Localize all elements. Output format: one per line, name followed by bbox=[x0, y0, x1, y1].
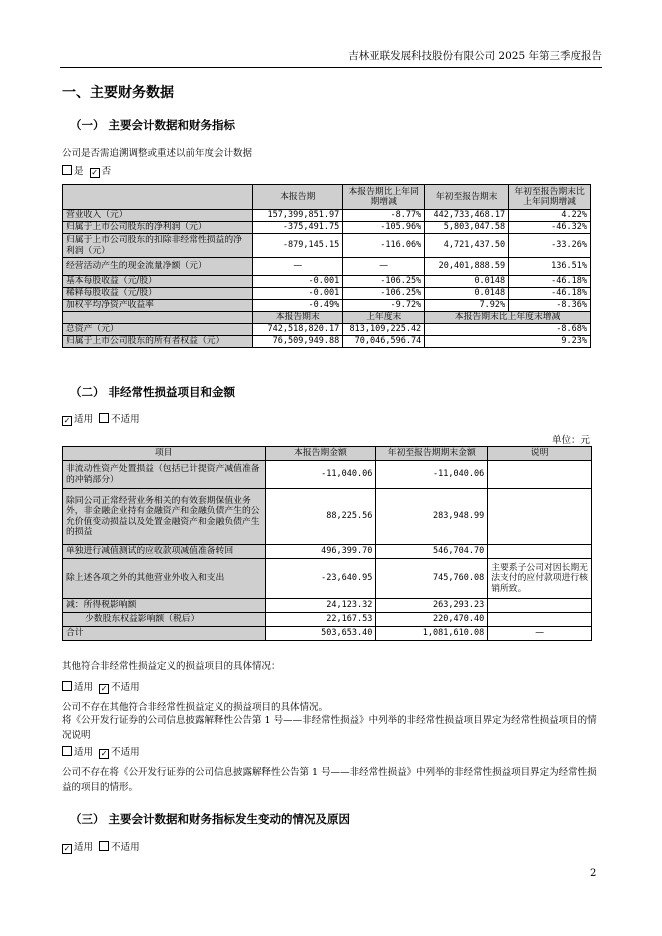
table-cell: -8.68% bbox=[425, 324, 591, 336]
table-cell: — bbox=[488, 627, 592, 641]
checkbox-checked-icon[interactable]: ✓ bbox=[100, 684, 108, 693]
table-cell: -8.36% bbox=[509, 300, 591, 312]
table-row bbox=[63, 222, 591, 234]
table-cell: 20,401,888.59 bbox=[425, 258, 509, 276]
table-header-cell: 本报告期金额 bbox=[265, 447, 376, 461]
table-header-cell: 年初至报告期末比上年同期增减 bbox=[509, 185, 591, 210]
retro-options bbox=[62, 164, 111, 179]
table-cell: — bbox=[253, 258, 343, 276]
table-cell: 220,470.40 bbox=[376, 613, 488, 627]
table-header-cell: 本报告期末比上年度末增减 bbox=[425, 312, 591, 324]
option-not-applicable-label: 不适用 bbox=[111, 682, 140, 693]
reclass-none: 公司不存在将《公开发行证券的公司信息披露解释性公告第 1 号——非经常性损益》中列举的非经常性损益项目界定为经常性损益的项目的情形。 bbox=[62, 767, 597, 793]
table-header-row bbox=[63, 447, 592, 461]
subsection-title-2: （二） 非经常性损益项目和金额 bbox=[70, 385, 236, 399]
checkbox-checked-icon[interactable]: ✓ bbox=[100, 749, 108, 758]
page-number: 2 bbox=[590, 868, 597, 879]
table-cell: -106.25% bbox=[343, 276, 425, 288]
table-cell: 7.92% bbox=[425, 300, 509, 312]
table-cell: 503,653.40 bbox=[265, 627, 376, 641]
table-cell bbox=[488, 613, 592, 627]
table-cell: 0.0148 bbox=[425, 276, 509, 288]
row-label: 除上述各项之外的其他营业外收入和支出 bbox=[63, 559, 266, 599]
table-cell: 283,948.99 bbox=[376, 489, 488, 545]
applicable-options-4 bbox=[62, 840, 140, 855]
other-items-none: 公司不存在其他符合非经常性损益定义的损益项目的具体情况。 bbox=[62, 702, 329, 713]
row-label: 合计 bbox=[63, 627, 266, 641]
section-title: 一、主要财务数据 bbox=[62, 85, 174, 101]
table-cell bbox=[488, 489, 592, 545]
option-no-label: 否 bbox=[101, 166, 112, 177]
table-row bbox=[63, 545, 592, 559]
table-cell: -0.001 bbox=[253, 288, 343, 300]
table-row bbox=[63, 599, 592, 613]
table-cell: -0.49% bbox=[253, 300, 343, 312]
table-cell: -879,145.15 bbox=[253, 234, 343, 258]
table-cell: -375,491.75 bbox=[253, 222, 343, 234]
checkbox-unchecked-icon[interactable] bbox=[99, 841, 109, 851]
table-cell: 4,721,437.50 bbox=[425, 234, 509, 258]
table-row bbox=[63, 300, 591, 312]
option-not-applicable-label: 不适用 bbox=[111, 414, 140, 425]
row-label: 基本每股收益（元/股） bbox=[63, 276, 253, 288]
table-row bbox=[63, 489, 592, 545]
table-cell: 88,225.56 bbox=[265, 489, 376, 545]
table-row bbox=[63, 258, 591, 276]
checkbox-unchecked-icon[interactable] bbox=[62, 746, 72, 756]
table-cell: -46.18% bbox=[509, 276, 591, 288]
table-cell: 22,167.53 bbox=[265, 613, 376, 627]
table-cell: 主要系子公司对因长期无法支付的应付款项进行核销所致。 bbox=[488, 559, 592, 599]
checkbox-checked-icon[interactable]: ✓ bbox=[63, 416, 71, 425]
table-cell bbox=[488, 599, 592, 613]
option-applicable-label: 适用 bbox=[74, 414, 94, 425]
table-header-cell: 说明 bbox=[488, 447, 592, 461]
non-recurring-table bbox=[62, 446, 592, 641]
checkbox-unchecked-icon[interactable] bbox=[62, 681, 72, 691]
table-cell: 136.51% bbox=[509, 258, 591, 276]
table-row bbox=[63, 234, 591, 258]
row-label: 单独进行减值测试的应收款项减值准备转回 bbox=[63, 545, 266, 559]
applicable-options-1 bbox=[62, 412, 140, 427]
option-applicable-label: 适用 bbox=[74, 747, 94, 758]
table-header-row bbox=[63, 312, 591, 324]
table-cell: -11,040.06 bbox=[376, 461, 488, 489]
table-cell: 745,760.08 bbox=[376, 559, 488, 599]
option-yes-label: 是 bbox=[74, 166, 84, 177]
table-cell bbox=[488, 545, 592, 559]
table-header-cell: 年初至报告期期末金额 bbox=[376, 447, 488, 461]
table-cell: 4.22% bbox=[509, 210, 591, 222]
option-not-applicable-label: 不适用 bbox=[111, 747, 140, 758]
checkbox-unchecked-icon[interactable] bbox=[62, 165, 72, 175]
table-cell: 0.0148 bbox=[425, 288, 509, 300]
table-cell: -11,040.06 bbox=[265, 461, 376, 489]
checkbox-checked-icon[interactable]: ✓ bbox=[91, 168, 98, 177]
table-row bbox=[63, 461, 592, 489]
table-cell: -33.26% bbox=[509, 234, 591, 258]
table-cell: -8.77% bbox=[343, 210, 425, 222]
row-label: 少数股东权益影响额（税后） bbox=[63, 613, 266, 627]
table-cell: -46.18% bbox=[509, 288, 591, 300]
table-header-cell bbox=[63, 312, 253, 324]
table-row bbox=[63, 627, 592, 641]
table-cell bbox=[488, 461, 592, 489]
table-cell: 76,509,949.88 bbox=[253, 336, 343, 348]
table-cell: 813,109,225.42 bbox=[343, 324, 425, 336]
reclass-text: 将《公开发行证券的公司信息披露解释性公告第 1 号——非经常性损益》中列举的非经常性损益项目界定为经常性损益项目的情况说明 bbox=[62, 715, 597, 741]
row-label: 经营活动产生的现金流量净额（元） bbox=[63, 258, 253, 276]
option-not-applicable-label: 不适用 bbox=[111, 842, 140, 853]
table-cell: -106.25% bbox=[343, 288, 425, 300]
table-cell: 24,123.32 bbox=[265, 599, 376, 613]
applicable-options-3 bbox=[62, 745, 140, 760]
retro-question: 公司是否需追溯调整或重述以前年度会计数据 bbox=[62, 148, 253, 159]
subsection-title-3: （三） 主要会计数据和财务指标发生变动的情况及原因 bbox=[70, 812, 351, 826]
table-header-cell: 年初至报告期末 bbox=[425, 185, 509, 210]
table-cell: 742,518,820.17 bbox=[253, 324, 343, 336]
key-financial-table bbox=[62, 184, 591, 348]
table-cell: -0.001 bbox=[253, 276, 343, 288]
row-label: 加权平均净资产收益率 bbox=[63, 300, 253, 312]
unit-label: 单位：元 bbox=[551, 435, 590, 446]
table-header-cell: 本报告期比上年同期增减 bbox=[343, 185, 425, 210]
subsection-title-1: （一） 主要会计数据和财务指标 bbox=[70, 118, 236, 132]
other-items-text: 其他符合非经常性损益定义的损益项目的具体情况： bbox=[62, 661, 281, 672]
table-cell: 157,399,851.97 bbox=[253, 210, 343, 222]
table-cell: -23,640.95 bbox=[265, 559, 376, 599]
table-row bbox=[63, 559, 592, 599]
row-label: 归属于上市公司股东的扣除非经常性损益的净利润（元） bbox=[63, 234, 253, 258]
table-header-cell: 项目 bbox=[63, 447, 266, 461]
option-applicable-label: 适用 bbox=[74, 682, 94, 693]
row-label: 总资产（元） bbox=[63, 324, 253, 336]
table-cell: 442,733,468.17 bbox=[425, 210, 509, 222]
table-cell: 1,081,610.08 bbox=[376, 627, 488, 641]
table-header-cell: 本报告期 bbox=[253, 185, 343, 210]
table-header-cell: 本报告期末 bbox=[253, 312, 343, 324]
checkbox-unchecked-icon[interactable] bbox=[99, 413, 109, 423]
row-label: 归属于上市公司股东的净利润（元） bbox=[63, 222, 253, 234]
table-cell: — bbox=[343, 258, 425, 276]
table-cell: 5,803,047.58 bbox=[425, 222, 509, 234]
row-label: 除同公司正常经营业务相关的有效套期保值业务外，非金融企业持有金融资产和金融负债产生的公允价值变动损益以及处置金融资产和金融负债产生的损益 bbox=[63, 489, 266, 545]
row-label: 减：所得税影响额 bbox=[63, 599, 266, 613]
table-cell: -9.72% bbox=[343, 300, 425, 312]
table-header-cell: 上年度末 bbox=[343, 312, 425, 324]
table-cell: 9.23% bbox=[425, 336, 591, 348]
row-label: 营业收入（元） bbox=[63, 210, 253, 222]
row-label: 非流动性资产处置损益（包括已计提资产减值准备的冲销部分） bbox=[63, 461, 266, 489]
table-row bbox=[63, 613, 592, 627]
row-label: 稀释每股收益（元/股） bbox=[63, 288, 253, 300]
table-cell: 263,293.23 bbox=[376, 599, 488, 613]
table-cell: 496,399.70 bbox=[265, 545, 376, 559]
applicable-options-2 bbox=[62, 680, 140, 695]
table-row bbox=[63, 276, 591, 288]
table-row bbox=[63, 210, 591, 222]
checkbox-checked-icon[interactable]: ✓ bbox=[63, 844, 71, 853]
table-header-row bbox=[63, 185, 591, 210]
table-cell: -116.06% bbox=[343, 234, 425, 258]
table-row bbox=[63, 324, 591, 336]
table-row bbox=[63, 288, 591, 300]
option-applicable-label: 适用 bbox=[74, 842, 94, 853]
table-row bbox=[63, 336, 591, 348]
table-header-cell bbox=[63, 185, 253, 210]
table-cell: 546,704.70 bbox=[376, 545, 488, 559]
row-label: 归属于上市公司股东的所有者权益（元） bbox=[63, 336, 253, 348]
table-cell: -46.32% bbox=[509, 222, 591, 234]
table-cell: 70,046,596.74 bbox=[343, 336, 425, 348]
table-cell: -105.96% bbox=[343, 222, 425, 234]
page-header: 吉林亚联发展科技股份有限公司 2025 年第三季度报告 bbox=[60, 48, 602, 68]
